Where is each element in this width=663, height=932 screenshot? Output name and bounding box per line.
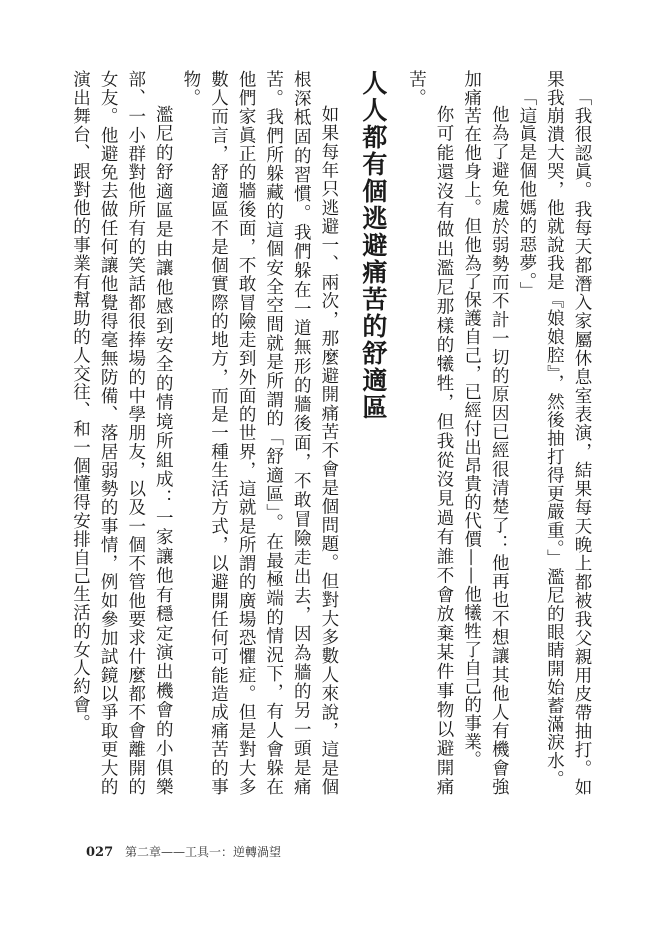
paragraph-comfort-zone: 如果每年只逃避一、兩次，那麼避開痛苦不會是個問題。但對大多數人來說，這是個根深柢固的習慣。我們躲在一道無形的牆後面，不敢冒險走出去，因為牆的另一頭是痛苦。我們所躲藏的這個安全空間就是所謂的「舒適區」。在最極端的情況下，有人會躲在他們家眞正的牆後面，不敢冒險走到外面的世界，這就是所謂的廣場恐懼症。但是對大多數人而言，舒適區不是個實際的地方，而是一種生活方式，以避開任何可能造成痛苦的事物。 [180, 70, 339, 796]
page-number: 027 [86, 845, 114, 860]
page-footer [86, 843, 281, 860]
paragraph-sacrifice: 你可能還沒有做出濫尼那樣的犧牲，但我從沒見過有誰不會放棄某件事物以避開痛苦。 [406, 70, 455, 796]
paragraph-reason: 他為了避免處於弱勢而不計一切的原因已經很清楚了：他再也不想讓其他人有機會強加痛苦在他身上。但他為了保護自己，已經付出昂貴的代價——他犧牲了自己的事業。 [461, 70, 510, 796]
vertical-text-block [66, 70, 595, 796]
running-title: 第二章——工具一：逆轉渦望 [124, 845, 281, 859]
section-heading: 人人都有個逃避痛苦的舒適區 [358, 70, 388, 421]
paragraph-lanny-comfort-zone: 濫尼的舒適區是由讓他感到安全的情境所組成：一家讓他有穩定演出機會的小俱樂部、一小群對他所有的笑話都很捧場的中學朋友，以及一個不管他要求什麼都不會離開的女友。他避免去做任何讓他覺得毫無防備、落居弱勢的事情，例如參加試鏡以爭取更大的演出舞台、跟對他的事業有幫助的人交往、和一個懂得安排自己生活的女人約會。 [70, 70, 174, 796]
paragraph-quote-2: 「這眞是個他媽的惡夢。」 [516, 87, 537, 300]
paragraph-quote-1: 「我很認眞。我每天都潛入家屬休息室表演，結果每天晚上都被我父親用皮帶抽打。如果我崩潰大哭，他就說我是『娘娘腔』，然後抽打得更嚴重。」濫尼的眼睛開始蓄滿淚水。 [544, 70, 592, 796]
